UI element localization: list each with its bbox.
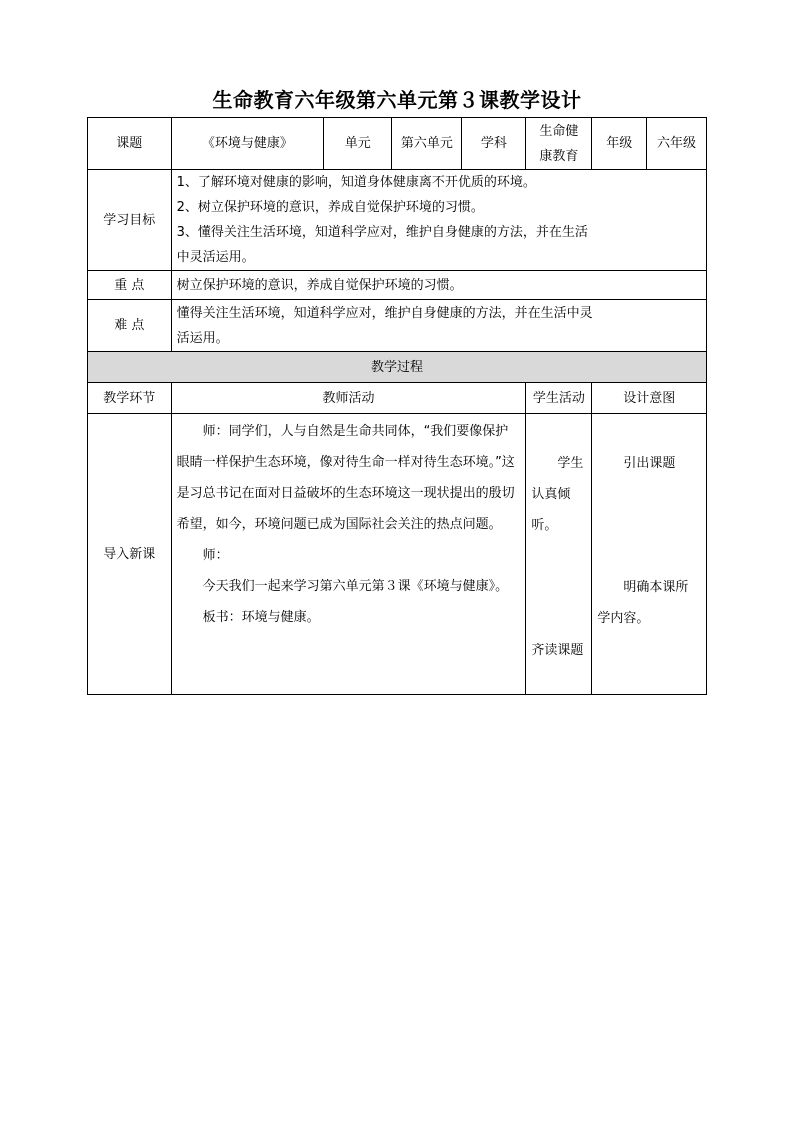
key-point-text: 树立保护环境的意识，养成自觉保护环境的习惯。: [171, 271, 706, 300]
column-header-stage: 教学环节: [88, 383, 172, 414]
process-header-row: [88, 352, 707, 383]
objectives-content: [171, 170, 706, 271]
design-intent-2: 明确本课所学内容。: [597, 580, 689, 626]
document-title: 生命教育六年级第六单元第３课教学设计: [212, 88, 582, 112]
stage-name: 导入新课: [88, 414, 172, 695]
subject-label: 学科: [462, 118, 526, 170]
info-row: [88, 118, 707, 170]
key-point-label: 重 点: [88, 271, 172, 300]
unit-value: 第六单元: [392, 118, 462, 170]
teacher-paragraph: 今天我们一起来学习第六单元第３课《环境与健康》。: [202, 579, 509, 594]
topic-label: 课题: [88, 118, 172, 170]
column-header-teacher: 教师活动: [171, 383, 526, 414]
design-intent: [592, 414, 707, 695]
teacher-paragraph: 板书：环境与健康。: [202, 610, 320, 625]
objectives-row: [88, 170, 707, 271]
difficult-point-text: 懂得关注生活环境，知道科学应对，维护自身健康的方法，并在生活中灵活运用。: [171, 300, 706, 352]
process-columns-row: [88, 383, 707, 414]
objective-item: 3、懂得关注生活环境，知道科学应对，维护自身健康的方法，并在生活中灵活运用。: [176, 225, 588, 265]
unit-label: 单元: [324, 118, 392, 170]
topic-value: 《环境与健康》: [171, 118, 324, 170]
subject-value: 生命健康教育: [526, 118, 592, 170]
grade-value: 六年级: [647, 118, 707, 170]
column-header-intent: 设计意图: [592, 383, 707, 414]
design-intent-1: 引出课题: [623, 456, 676, 471]
intro-stage-row: [88, 414, 707, 695]
objective-item: 1、了解环境对健康的影响，知道身体健康离不开优质的环境。: [176, 175, 536, 190]
column-header-student: 学生活动: [526, 383, 592, 414]
student-activity-2: 齐读课题: [531, 643, 584, 658]
lesson-plan-table: [87, 117, 707, 695]
process-header: 教学过程: [88, 352, 707, 383]
objective-item: 2、树立保护环境的意识，养成自觉保护环境的习惯。: [176, 200, 484, 215]
difficult-point-label: 难 点: [88, 300, 172, 352]
teacher-activity: [171, 414, 526, 695]
grade-label: 年级: [592, 118, 647, 170]
teacher-paragraph: 师：同学们，人与自然是生命共同体，“我们要像保护眼睛一样保护生态环境，像对待生命一样对待生态环境。”这是习总书记在面对日益破坏的生态环境这一现状提出的殷切希望，如今，环境问题已成为国际社会关注的热点问题。: [176, 424, 515, 532]
teacher-paragraph: 师：: [202, 548, 229, 563]
student-activity-1: 学生认真倾听。: [531, 456, 584, 533]
objectives-label: 学习目标: [88, 170, 172, 271]
student-activity: [526, 414, 592, 695]
difficult-point-row: [88, 300, 707, 352]
key-point-row: [88, 271, 707, 300]
